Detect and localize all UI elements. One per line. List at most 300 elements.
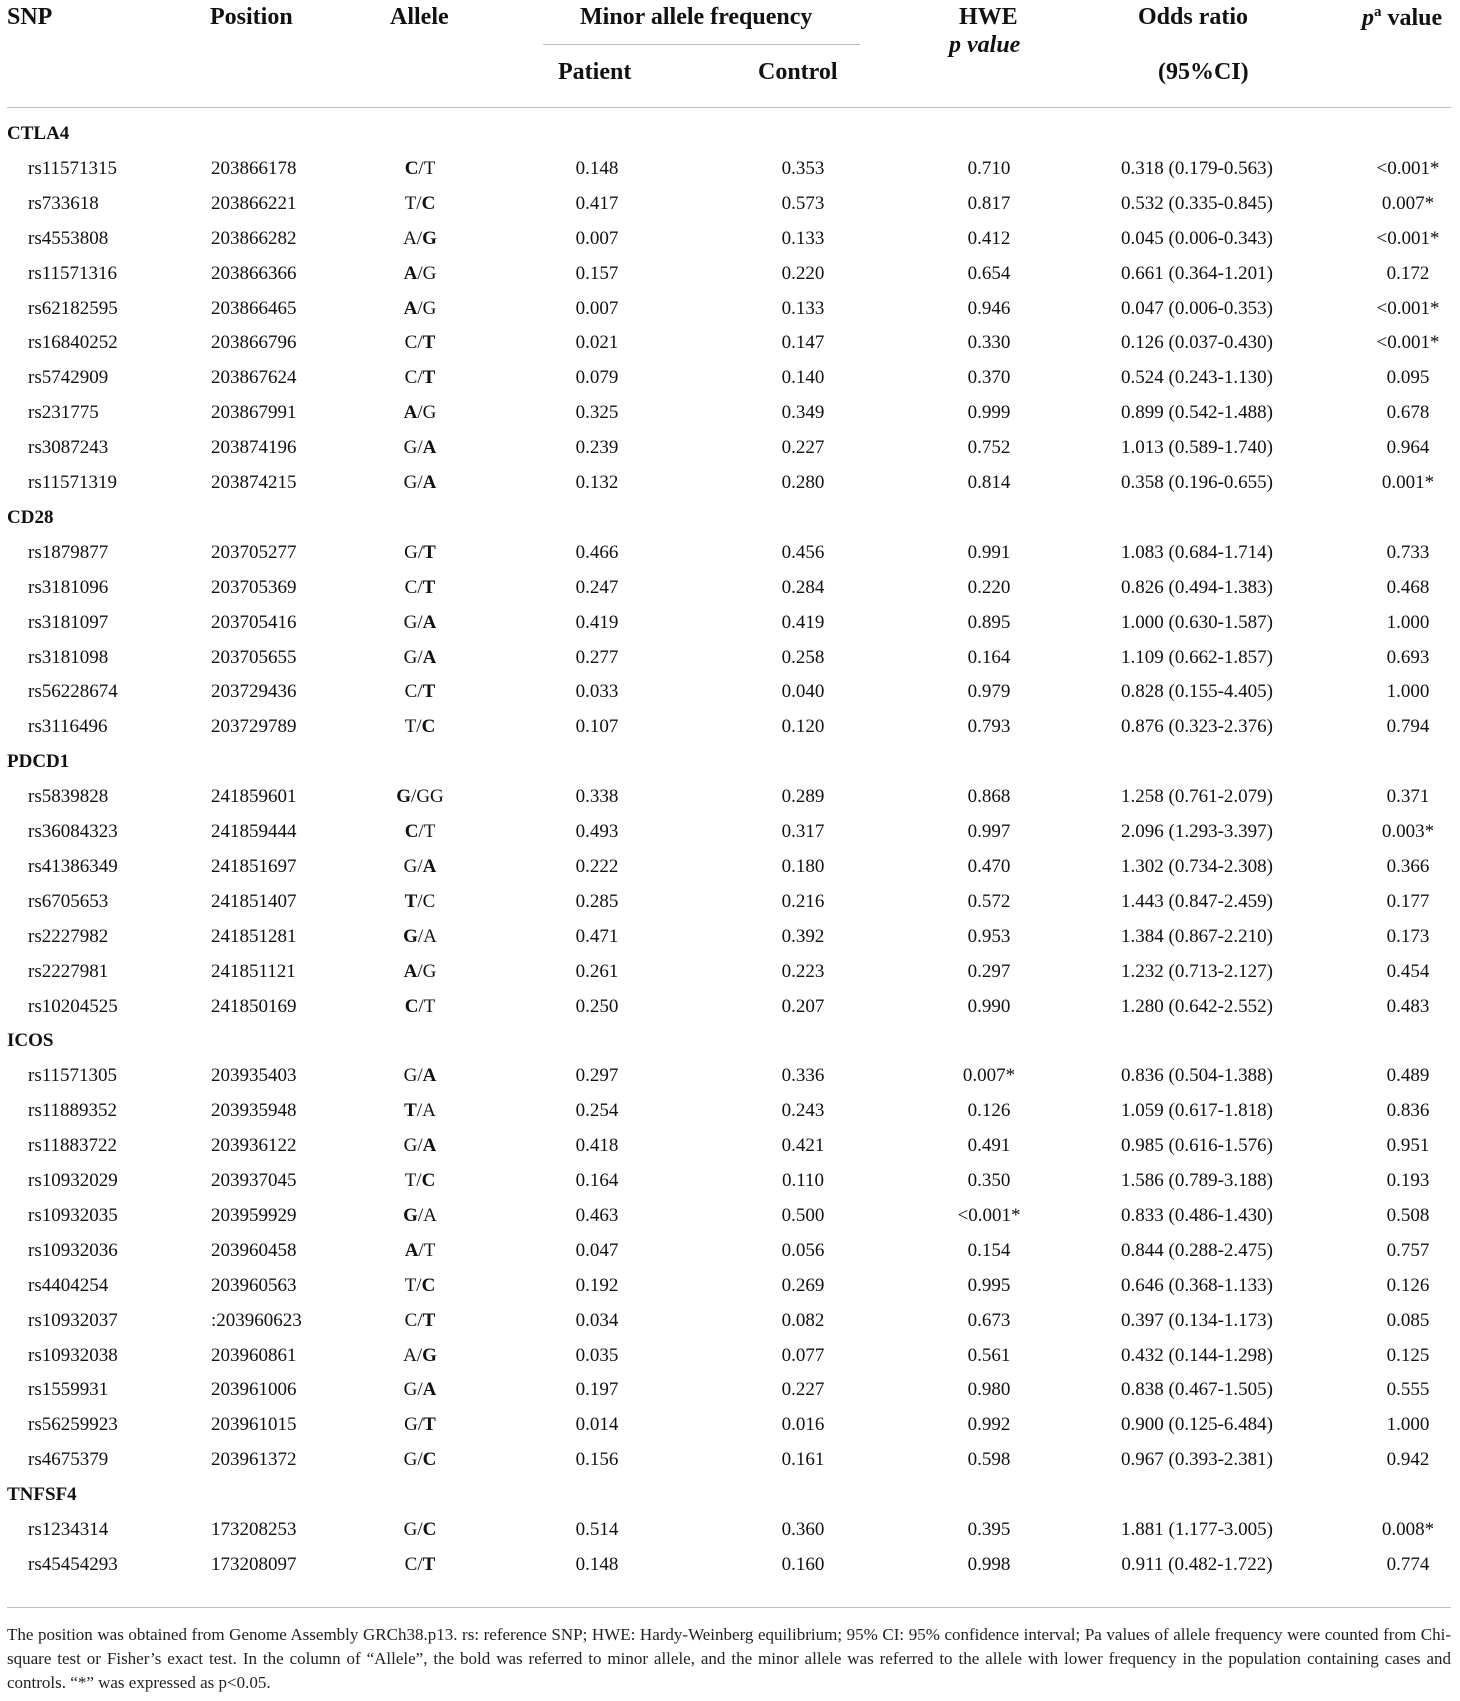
p-value: 0.774 (1386, 1553, 1430, 1575)
allele-text (405, 716, 436, 738)
allele-text (404, 1414, 436, 1436)
snp-id: rs1234314 (28, 1519, 109, 1540)
patient-frequency: 0.035 (575, 1344, 619, 1366)
p-value: 0.095 (1386, 367, 1430, 389)
patient-frequency: 0.164 (575, 1170, 619, 1191)
allele-1: G (396, 786, 412, 808)
allele-2: A (422, 611, 437, 633)
table-row (0, 786, 1460, 820)
snp-id: rs11571315 (28, 157, 118, 179)
allele-separator: / (411, 786, 417, 808)
header-minor-allele-frequency: Minor allele frequency (580, 4, 813, 30)
snp-id: rs10932036 (28, 1239, 118, 1261)
position: 203866796 (211, 332, 297, 354)
odds-ratio-ci: 0.646 (0.368-1.133) (1121, 1274, 1273, 1296)
odds-ratio-ci: 1.384 (0.867-2.210) (1121, 925, 1273, 947)
table-row (0, 1170, 1460, 1204)
allele-1: A (403, 402, 418, 424)
patient-frequency: 0.277 (575, 646, 619, 668)
odds-ratio-ci: 1.586 (0.789-3.188) (1121, 1170, 1273, 1191)
control-frequency: 0.120 (781, 716, 825, 738)
allele-1: G (403, 1204, 418, 1226)
p-value: 0.951 (1386, 1135, 1430, 1157)
allele-2: T (422, 1309, 436, 1331)
allele-separator: / (417, 332, 423, 354)
control-frequency: 0.220 (781, 262, 825, 284)
patient-frequency: 0.107 (575, 716, 619, 738)
header-95ci: (95%CI) (1158, 59, 1249, 85)
snp-id: rs10932037 (28, 1309, 118, 1331)
gene-group-label: CD28 (7, 506, 54, 528)
allele-2: T (423, 1239, 436, 1261)
hwe-p-value: 0.814 (967, 472, 1011, 493)
control-frequency: 0.421 (781, 1135, 825, 1157)
allele-text (404, 1100, 436, 1122)
allele-1: A (403, 262, 418, 284)
control-frequency: 0.336 (781, 1065, 825, 1087)
allele-1: G (403, 437, 418, 459)
allele-text (396, 786, 444, 808)
p-value: 0.468 (1386, 576, 1430, 598)
hwe-p-value: 0.817 (967, 192, 1011, 214)
odds-ratio-ci: 0.045 (0.006-0.343) (1121, 227, 1273, 249)
allele-text (404, 263, 437, 285)
snp-id: rs4675379 (28, 1449, 109, 1471)
allele-2: G (422, 297, 437, 319)
allele-1: G (404, 1414, 418, 1436)
position: 203729436 (211, 681, 297, 703)
p-value: 0.794 (1386, 716, 1430, 738)
odds-ratio-ci: 0.911 (0.482-1.722) (1121, 1553, 1273, 1575)
odds-ratio-ci: 0.661 (0.364-1.201) (1121, 262, 1273, 284)
patient-frequency: 0.250 (575, 995, 619, 1017)
allele-separator: / (417, 1414, 424, 1436)
allele-text (403, 1205, 437, 1227)
p-value: <0.001* (1376, 227, 1440, 249)
p-value: 0.007* (1381, 192, 1435, 214)
allele-2: T (422, 576, 436, 598)
position: 203874215 (211, 472, 297, 493)
allele-2: T (422, 367, 436, 389)
allele-text (404, 856, 437, 878)
snp-id: rs2227982 (28, 925, 109, 947)
allele-2: G (422, 402, 437, 424)
allele-2: A (422, 1100, 436, 1122)
control-frequency: 0.280 (781, 472, 825, 493)
allele-text (405, 1240, 436, 1262)
allele-separator: / (417, 472, 423, 493)
position: 203961015 (211, 1414, 297, 1436)
allele-text (404, 647, 437, 669)
control-frequency: 0.160 (781, 1553, 825, 1575)
control-frequency: 0.284 (781, 576, 825, 598)
p-value: 0.193 (1386, 1170, 1430, 1191)
p-value: 0.177 (1386, 890, 1430, 912)
control-frequency: 0.110 (781, 1170, 825, 1191)
allele-text (404, 472, 437, 494)
allele-2: C (421, 1274, 436, 1296)
p-value: 0.693 (1386, 646, 1430, 668)
snp-id: rs41386349 (28, 855, 118, 877)
table-row (0, 437, 1460, 471)
hwe-p-value: 0.598 (967, 1449, 1011, 1471)
hwe-p-value: 0.412 (967, 227, 1011, 249)
allele-separator: / (417, 1065, 423, 1087)
allele-2: A (422, 437, 437, 459)
table-row (0, 647, 1460, 681)
allele-text (404, 542, 436, 564)
hwe-p-value: 0.991 (967, 541, 1011, 563)
hwe-p-value: 0.953 (967, 925, 1011, 947)
allele-2: G (422, 960, 437, 982)
table-row (0, 1310, 1460, 1344)
allele-1: C (404, 821, 419, 842)
control-frequency: 0.573 (781, 192, 825, 214)
patient-frequency: 0.471 (575, 925, 619, 947)
allele-separator: / (417, 576, 423, 598)
allele-1: C (404, 681, 418, 703)
patient-frequency: 0.338 (575, 786, 619, 808)
control-frequency: 0.207 (781, 995, 825, 1017)
allele-text (404, 1519, 437, 1541)
position: 203935948 (211, 1100, 297, 1122)
patient-frequency: 0.157 (575, 262, 619, 284)
allele-separator: / (418, 995, 424, 1017)
p-value: 0.125 (1386, 1344, 1430, 1366)
hwe-p-value: 0.946 (967, 297, 1011, 319)
p-value: 1.000 (1386, 681, 1430, 703)
allele-separator: / (417, 402, 423, 424)
p-value: 1.000 (1386, 611, 1430, 633)
header-hwe: HWE (959, 4, 1018, 30)
p-value: 0.678 (1386, 402, 1430, 424)
position: 241859601 (211, 786, 297, 808)
snp-id: rs10932038 (28, 1344, 118, 1366)
odds-ratio-ci: 0.318 (0.179-0.563) (1121, 157, 1273, 179)
allele-2: A (422, 1065, 437, 1087)
hwe-p-value: 0.654 (967, 262, 1011, 284)
allele-2: T (423, 157, 436, 179)
allele-separator: / (417, 1135, 423, 1157)
hwe-p-value: 0.752 (967, 437, 1011, 459)
snp-id: rs11883722 (28, 1135, 118, 1157)
position: 203960861 (211, 1344, 297, 1366)
snp-id: rs733618 (28, 192, 99, 214)
control-frequency: 0.140 (781, 367, 825, 389)
allele-text (403, 228, 437, 250)
position: 241851281 (211, 925, 297, 947)
snp-id: rs10932029 (28, 1170, 118, 1191)
position: 173208253 (211, 1519, 297, 1540)
snp-id: rs11571305 (28, 1065, 118, 1087)
allele-text (404, 961, 437, 983)
allele-text (404, 1065, 437, 1087)
table-row (0, 542, 1460, 576)
p-value: <0.001* (1376, 157, 1440, 179)
allele-text (405, 1310, 436, 1332)
position: 203874196 (211, 437, 297, 459)
odds-ratio-ci: 0.833 (0.486-1.430) (1121, 1204, 1273, 1226)
hwe-p-value: 0.995 (967, 1274, 1011, 1296)
odds-ratio-ci: 0.838 (0.467-1.505) (1121, 1379, 1273, 1401)
position: 203729789 (211, 716, 297, 738)
snp-id: rs11889352 (28, 1100, 118, 1122)
allele-separator: / (417, 855, 423, 877)
position: 203705655 (211, 646, 297, 668)
allele-2: T (423, 821, 436, 842)
position: 203867624 (211, 367, 297, 389)
header-hwe-p-value (949, 32, 1020, 59)
hwe-p-value: 0.154 (967, 1239, 1011, 1261)
allele-2: T (423, 995, 436, 1017)
table-row (0, 681, 1460, 715)
hwe-p-value: 0.370 (967, 367, 1011, 389)
snp-id: rs16840252 (28, 332, 118, 354)
table-row (0, 1554, 1460, 1588)
control-frequency: 0.353 (781, 157, 825, 179)
table-row (0, 193, 1460, 227)
header-maf-underline (543, 44, 860, 45)
allele-2: T (422, 1553, 436, 1575)
allele-separator: / (416, 1170, 422, 1191)
allele-1: G (404, 541, 418, 563)
snp-id: rs6705653 (28, 890, 109, 912)
allele-separator: / (417, 262, 423, 284)
control-frequency: 0.133 (781, 227, 825, 249)
p-value: 0.942 (1386, 1449, 1430, 1471)
hwe-p-value: 0.998 (967, 1553, 1011, 1575)
allele-text (404, 298, 437, 320)
odds-ratio-ci: 1.000 (0.630-1.587) (1121, 611, 1273, 633)
allele-separator: / (417, 1449, 423, 1471)
allele-separator: / (417, 297, 423, 319)
position: 203866465 (211, 297, 297, 319)
header-p-superscript: a (1374, 4, 1382, 20)
odds-ratio-ci: 0.126 (0.037-0.430) (1121, 332, 1273, 354)
hwe-p-value: 0.990 (967, 995, 1011, 1017)
control-frequency: 0.392 (781, 925, 825, 947)
gene-group-label: PDCD1 (7, 751, 70, 773)
table-row (0, 612, 1460, 646)
header-p-rest: value (1381, 5, 1443, 31)
table-row (0, 577, 1460, 611)
p-value: 0.555 (1386, 1379, 1430, 1401)
allele-2: C (422, 890, 436, 912)
position: :203960623 (211, 1309, 302, 1331)
allele-1: G (403, 1449, 418, 1471)
allele-2: C (421, 192, 436, 214)
p-value: 0.454 (1386, 960, 1430, 982)
hwe-p-value: 0.793 (967, 716, 1011, 738)
hwe-p-value: 0.220 (967, 576, 1011, 598)
allele-2: A (423, 1204, 437, 1226)
snp-id: rs3087243 (28, 437, 109, 459)
hwe-p-value: 0.330 (967, 332, 1011, 354)
table-row (0, 228, 1460, 262)
table-row (0, 332, 1460, 366)
table-row (0, 1414, 1460, 1448)
p-value: <0.001* (1376, 297, 1440, 319)
allele-separator: / (416, 1344, 423, 1366)
allele-separator: / (417, 1204, 424, 1226)
control-frequency: 0.349 (781, 402, 825, 424)
patient-frequency: 0.417 (575, 192, 619, 214)
patient-frequency: 0.156 (575, 1449, 619, 1471)
hwe-p-value: 0.868 (967, 786, 1011, 808)
odds-ratio-ci: 0.524 (0.243-1.130) (1121, 367, 1273, 389)
allele-1: G (403, 1065, 418, 1087)
header-snp: SNP (7, 4, 53, 30)
odds-ratio-ci: 0.432 (0.144-1.298) (1121, 1344, 1273, 1366)
allele-1: G (403, 646, 418, 668)
allele-1: A (404, 1239, 419, 1261)
allele-separator: / (416, 1274, 422, 1296)
allele-text (404, 1449, 437, 1471)
snp-id: rs5742909 (28, 367, 109, 389)
allele-text (405, 193, 436, 215)
control-frequency: 0.161 (781, 1449, 825, 1471)
allele-1: C (404, 1309, 418, 1331)
allele-separator: / (416, 192, 422, 214)
table-row (0, 1065, 1460, 1099)
table-footnote: The position was obtained from Genome Assembly GRCh38.p13. rs: reference SNP; HWE: Hardy-Weinberg equilibrium; 95% CI: 95% confidence interval; Pa values of allele frequency were counted from Chi-square test or Fisher’s exact test. In the column of “Allele”, the bold was referred to minor allele, and the minor allele was referred to the allele with lower frequency in the population containing cases and controls. “*” was expressed as p<0.05. (7, 1625, 1451, 1692)
hwe-p-value: 0.164 (967, 646, 1011, 668)
position: 203705277 (211, 541, 297, 563)
odds-ratio-ci: 0.836 (0.504-1.388) (1121, 1065, 1273, 1087)
allele-1: G (403, 1519, 418, 1540)
table-row (0, 367, 1460, 401)
hwe-p-value: <0.001* (957, 1204, 1021, 1226)
odds-ratio-ci: 0.828 (0.155-4.405) (1121, 681, 1273, 703)
patient-frequency: 0.247 (575, 576, 619, 598)
odds-ratio-ci: 0.876 (0.323-2.376) (1121, 716, 1273, 738)
allele-text (405, 367, 436, 389)
position: 241859444 (211, 821, 297, 842)
hwe-p-value: 0.491 (967, 1135, 1011, 1157)
header-hwe-p-italic: p value (949, 32, 1021, 58)
control-frequency: 0.243 (781, 1100, 825, 1122)
allele-text (405, 1554, 436, 1576)
allele-text (404, 612, 437, 634)
p-value: 0.964 (1386, 437, 1430, 459)
p-value: 0.489 (1386, 1065, 1430, 1087)
allele-1: A (403, 297, 418, 319)
snp-id: rs56228674 (28, 681, 118, 703)
allele-1: A (403, 227, 417, 249)
snp-id: rs3116496 (28, 716, 108, 738)
allele-separator: / (417, 437, 423, 459)
allele-2: A (423, 925, 437, 947)
patient-frequency: 0.418 (575, 1135, 619, 1157)
position: 203935403 (211, 1065, 297, 1087)
patient-frequency: 0.466 (575, 541, 619, 563)
position: 203705369 (211, 576, 297, 598)
snp-id: rs10932035 (28, 1204, 118, 1226)
table-row (0, 716, 1460, 750)
allele-separator: / (417, 1553, 423, 1575)
control-frequency: 0.180 (781, 855, 825, 877)
hwe-p-value: 0.979 (967, 681, 1011, 703)
allele-2: A (422, 646, 437, 668)
allele-separator: / (416, 1100, 423, 1122)
allele-text (404, 1379, 437, 1401)
position: 241851407 (211, 890, 297, 912)
patient-frequency: 0.325 (575, 402, 619, 424)
odds-ratio-ci: 0.967 (0.393-2.381) (1121, 1449, 1273, 1471)
gene-group-label: ICOS (7, 1030, 54, 1052)
table-row (0, 821, 1460, 855)
allele-1: G (403, 855, 418, 877)
allele-2: G (422, 227, 437, 249)
control-frequency: 0.216 (781, 890, 825, 912)
odds-ratio-ci: 1.083 (0.684-1.714) (1121, 541, 1273, 563)
snp-id: rs3181097 (28, 611, 109, 633)
allele-2: T (422, 681, 436, 703)
patient-frequency: 0.079 (575, 367, 619, 389)
snp-id: rs2227981 (28, 960, 109, 982)
p-value: <0.001* (1376, 332, 1440, 354)
allele-2: T (423, 1414, 436, 1436)
odds-ratio-ci: 2.096 (1.293-3.397) (1121, 821, 1273, 842)
table-row (0, 1100, 1460, 1134)
table-row (0, 856, 1460, 890)
patient-frequency: 0.033 (575, 681, 619, 703)
odds-ratio-ci: 1.881 (1.177-3.005) (1121, 1519, 1273, 1540)
allele-text (405, 996, 436, 1018)
allele-1: C (404, 576, 418, 598)
allele-1: C (404, 157, 419, 179)
control-frequency: 0.056 (781, 1239, 825, 1261)
position: 203937045 (211, 1170, 297, 1191)
allele-text (404, 402, 437, 424)
patient-frequency: 0.007 (575, 227, 619, 249)
allele-text (404, 437, 437, 459)
snp-id: rs11571319 (28, 472, 118, 493)
snp-id: rs1879877 (28, 541, 109, 563)
allele-separator: / (417, 681, 423, 703)
hwe-p-value: 0.297 (967, 960, 1011, 982)
position: 173208097 (211, 1553, 297, 1575)
allele-separator: / (417, 1309, 423, 1331)
patient-frequency: 0.222 (575, 855, 619, 877)
patient-frequency: 0.261 (575, 960, 619, 982)
table-row (0, 1275, 1460, 1309)
allele-1: G (403, 925, 418, 947)
table-row (0, 298, 1460, 332)
snp-id: rs4553808 (28, 227, 109, 249)
odds-ratio-ci: 1.280 (0.642-2.552) (1121, 995, 1273, 1017)
allele-separator: / (417, 960, 423, 982)
allele-separator: / (418, 821, 424, 842)
header-odds-ratio: Odds ratio (1138, 4, 1249, 30)
p-value: 0.003* (1381, 821, 1435, 842)
p-value: 0.173 (1386, 925, 1430, 947)
allele-text (403, 1345, 437, 1367)
allele-separator: / (416, 716, 422, 738)
control-frequency: 0.082 (781, 1309, 825, 1331)
p-value: 0.172 (1386, 262, 1430, 284)
allele-2: G (422, 262, 437, 284)
allele-2: A (422, 1379, 437, 1401)
control-frequency: 0.289 (781, 786, 825, 808)
table-row (0, 996, 1460, 1030)
patient-frequency: 0.254 (575, 1100, 619, 1122)
header-control: Control (758, 59, 838, 85)
allele-2: C (421, 716, 436, 738)
hwe-p-value: 0.710 (967, 157, 1011, 179)
hwe-p-value: 0.992 (967, 1414, 1011, 1436)
allele-2: GG (416, 786, 444, 808)
